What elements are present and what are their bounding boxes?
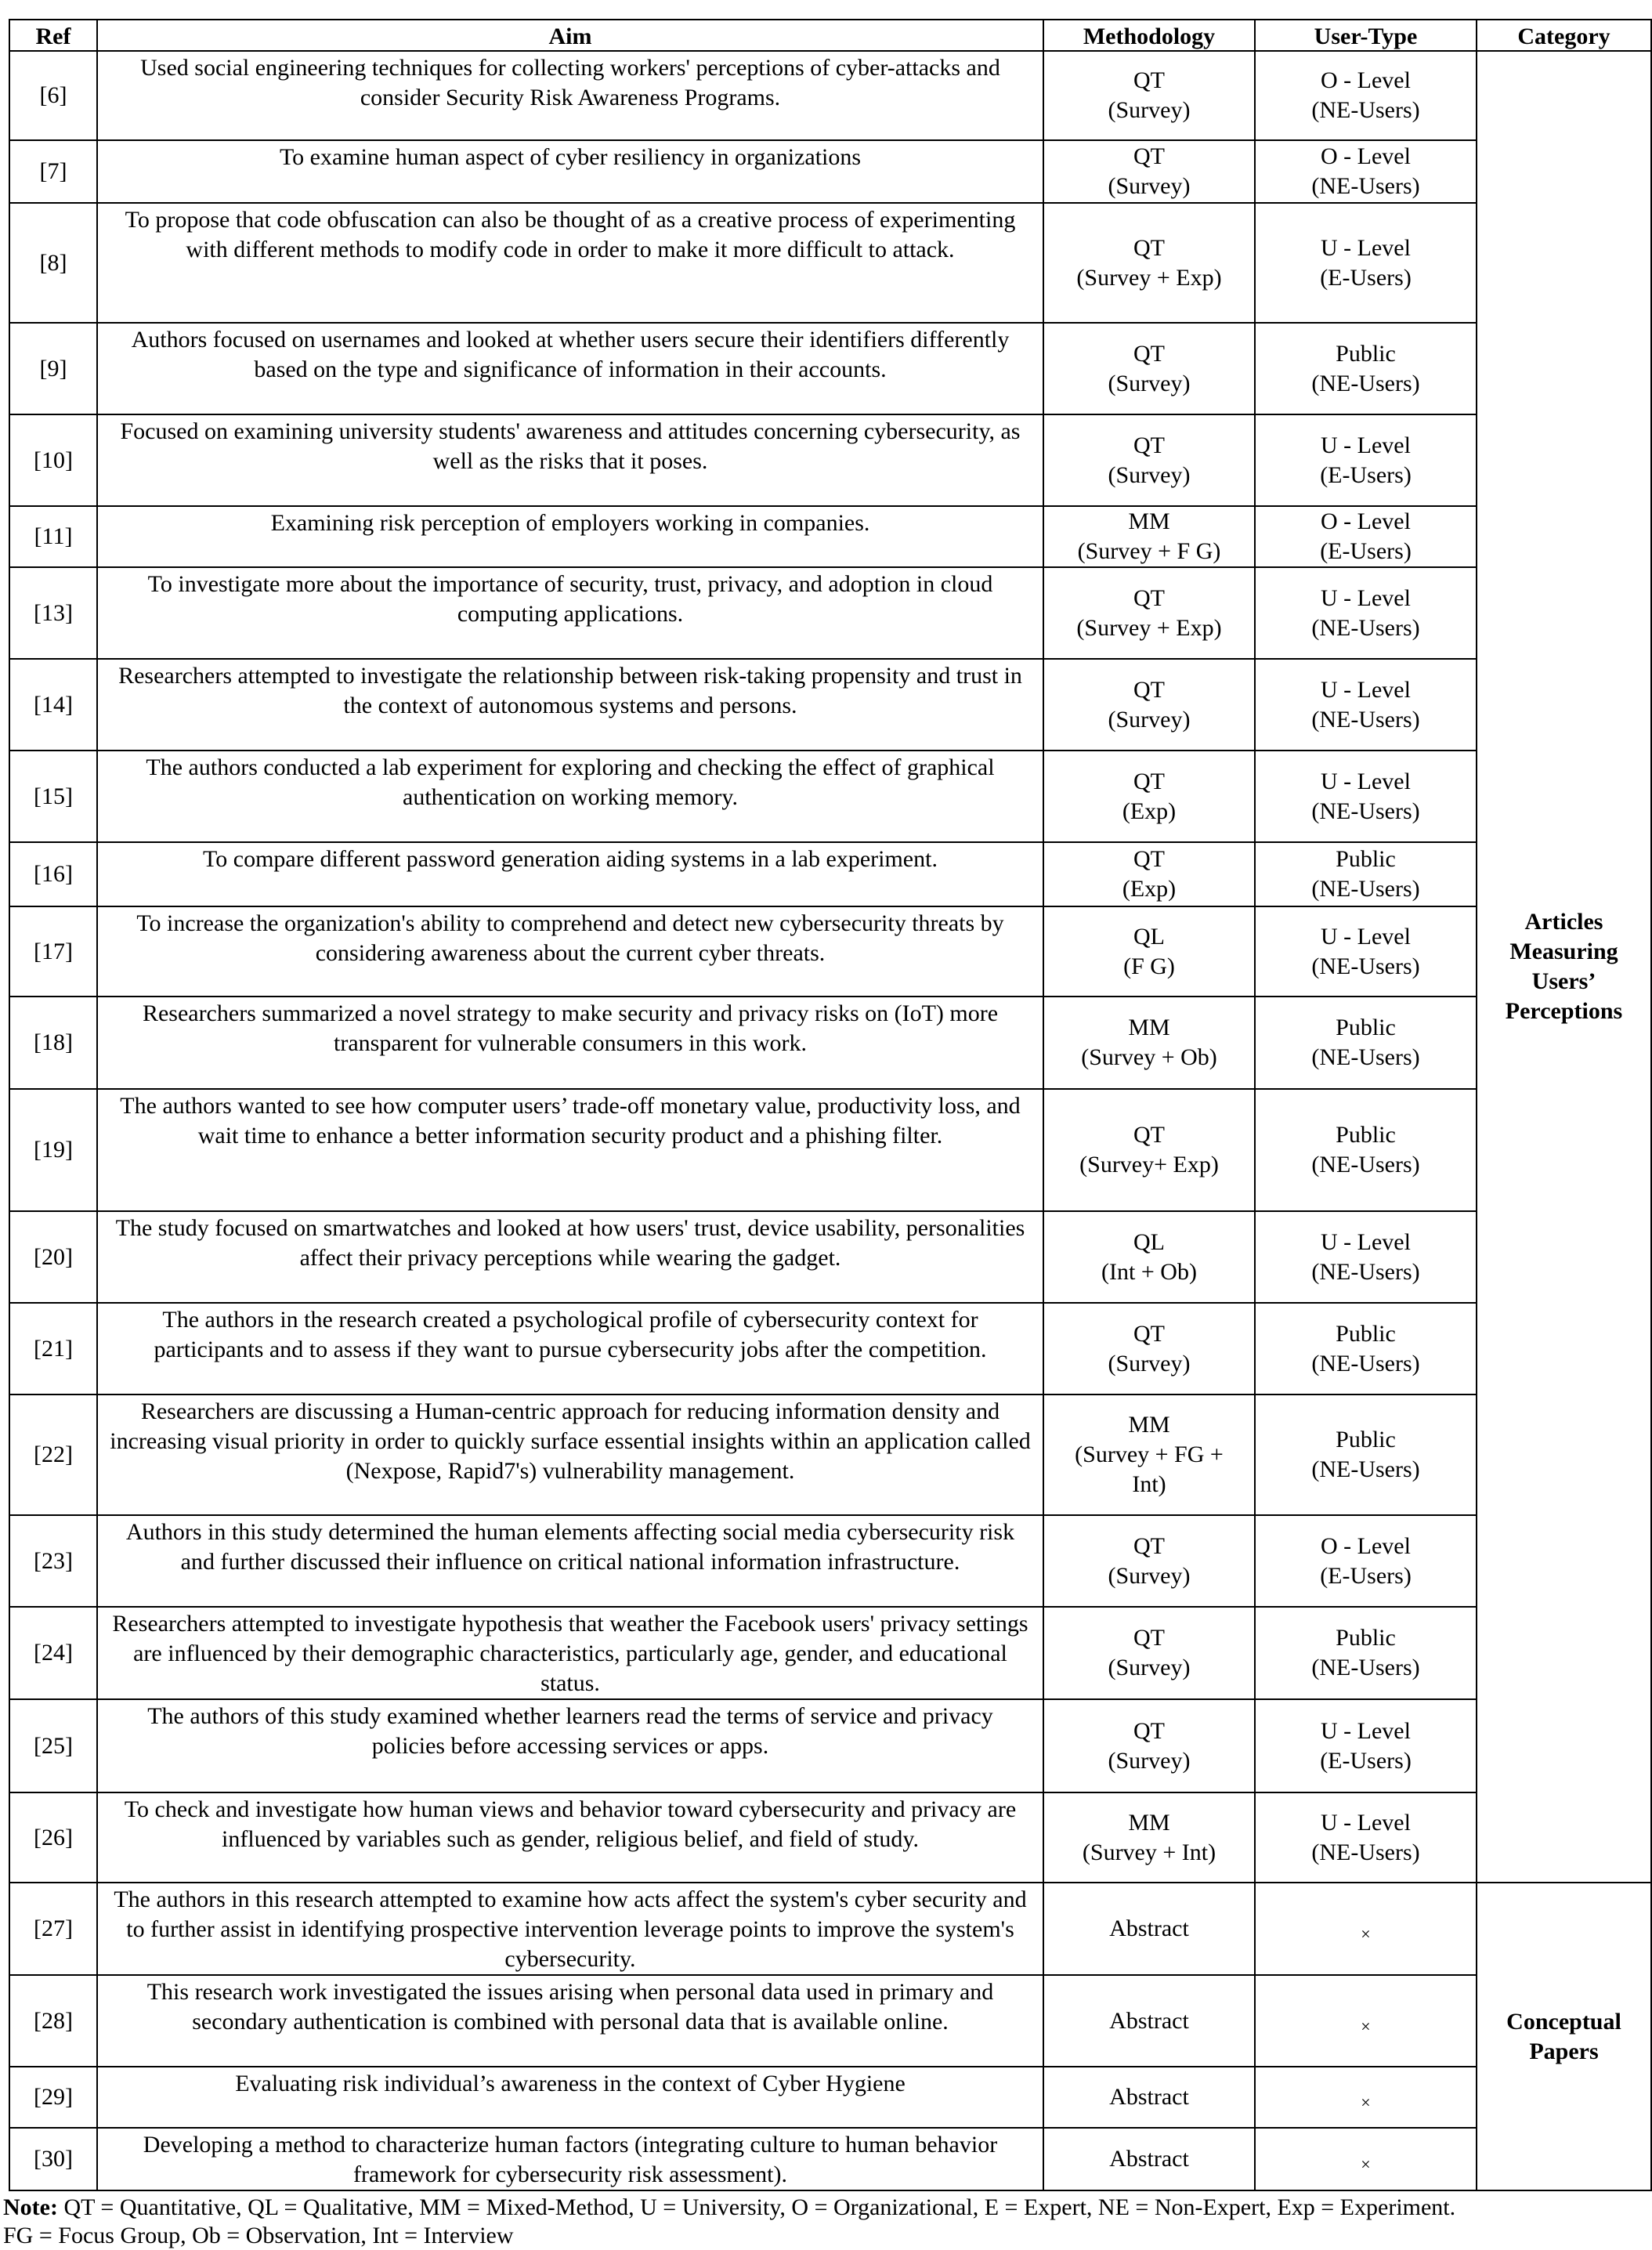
cell-user-type (1255, 2067, 1477, 2128)
methodology-detail: (Survey) (1108, 173, 1191, 199)
cell-methodology (1043, 1792, 1255, 1883)
cell-user-type (1255, 751, 1477, 842)
methodology-type: MM (1128, 1809, 1170, 1836)
cell-ref: [18] (9, 997, 97, 1089)
cell-user-type (1255, 1607, 1477, 1699)
cell-aim: Used social engineering techniques for collecting workers' perceptions of cyber-attacks and consider Security Risk Awareness Programs. (97, 51, 1043, 140)
user-detail: (NE-Users) (1311, 1152, 1420, 1177)
cell-aim: To examine human aspect of cyber resiliency in organizations (97, 140, 1043, 203)
cell-user-type (1255, 659, 1477, 751)
methodology-type: QT (1133, 143, 1165, 169)
cell-aim: Researchers summarized a novel strategy to make security and privacy risks on (IoT) more transparent for vulnerable consumers in this work. (97, 997, 1043, 1089)
header-user-type: User-Type (1255, 20, 1477, 51)
cell-methodology (1043, 1211, 1255, 1303)
note-line-2: FG = Focus Group, Ob = Observation, Int = Interview (3, 2223, 514, 2248)
table-row (9, 567, 1651, 659)
header-aim: Aim (97, 20, 1043, 51)
cell-aim: The authors of this study examined whether learners read the terms of service and privacy policies before accessing services or apps. (97, 1699, 1043, 1792)
cell-aim: To compare different password generation aiding systems in a lab experiment. (97, 842, 1043, 906)
cell-ref: [29] (9, 2067, 97, 2128)
cell-user-type (1255, 203, 1477, 323)
table-row (9, 906, 1651, 997)
cell-methodology (1043, 2128, 1255, 2190)
methodology-detail: (Survey+ Exp) (1079, 1152, 1219, 1177)
cell-methodology (1043, 1883, 1255, 1975)
methodology-type: QT (1133, 1320, 1165, 1347)
user-detail: (NE-Users) (1311, 876, 1420, 902)
cell-methodology (1043, 506, 1255, 567)
cell-user-type (1255, 323, 1477, 414)
cell-aim: Researchers attempted to investigate the relationship between risk-taking propensity and trust in the context of autonomous systems and persons. (97, 659, 1043, 751)
user-detail: (NE-Users) (1311, 173, 1420, 199)
cell-methodology (1043, 997, 1255, 1089)
cell-ref: [9] (9, 323, 97, 414)
cell-aim: Focused on examining university students' awareness and attitudes concerning cybersecurity, as well as the risks that it poses. (97, 414, 1043, 506)
table-row (9, 2128, 1651, 2190)
methodology-type: MM (1128, 508, 1170, 534)
cell-methodology (1043, 659, 1255, 751)
cell-user-type (1255, 567, 1477, 659)
cell-user-type (1255, 1303, 1477, 1394)
user-level: U - Level (1321, 676, 1411, 703)
not-applicable-icon: × (1361, 2154, 1371, 2174)
cell-methodology (1043, 1607, 1255, 1699)
methodology-detail: (Survey) (1108, 461, 1191, 488)
cell-user-type (1255, 1211, 1477, 1303)
cell-user-type (1255, 2128, 1477, 2190)
cell-aim: This research work investigated the issues arising when personal data used in primary and secondary authentication is combined with personal data that is available online. (97, 1975, 1043, 2067)
user-detail: (NE-Users) (1311, 1456, 1420, 1482)
cell-ref: [23] (9, 1515, 97, 1607)
user-level: Public (1336, 1625, 1396, 1651)
user-level: Public (1336, 1015, 1396, 1040)
cell-user-type (1255, 1883, 1477, 1975)
cell-methodology (1043, 140, 1255, 203)
cell-user-type (1255, 506, 1477, 567)
cell-user-type (1255, 1394, 1477, 1515)
cell-user-type (1255, 1699, 1477, 1792)
methodology-detail: (Survey + F G) (1077, 538, 1221, 564)
header-row (9, 20, 1651, 51)
cell-aim: The study focused on smartwatches and looked at how users' trust, device usability, personalities affect their privacy perceptions while wearing the gadget. (97, 1211, 1043, 1303)
table-row (9, 659, 1651, 751)
cell-ref: [6] (9, 51, 97, 140)
table-row (9, 1515, 1651, 1607)
table-body (9, 51, 1651, 2190)
table-row (9, 1089, 1651, 1211)
methodology-type: Abstract (1109, 2007, 1189, 2034)
cell-ref: [19] (9, 1089, 97, 1211)
table-row (9, 1975, 1651, 2067)
cell-methodology (1043, 1515, 1255, 1607)
methodology-type: QL (1133, 1228, 1165, 1255)
methodology-detail: (Exp) (1122, 876, 1177, 902)
table-row (9, 51, 1651, 140)
user-detail: (E-Users) (1320, 1562, 1412, 1589)
cell-ref: [24] (9, 1607, 97, 1699)
cell-methodology (1043, 323, 1255, 414)
table-note (3, 2194, 1648, 2250)
table-row (9, 1699, 1651, 1792)
user-level: O - Level (1321, 508, 1411, 534)
methodology-type: QT (1133, 340, 1165, 367)
header-methodology: Methodology (1043, 20, 1255, 51)
user-level: U - Level (1321, 1228, 1411, 1255)
cell-aim: Authors in this study determined the human elements affecting social media cybersecurity risk and further discussed their influence on critical national information infrastructure. (97, 1515, 1043, 1607)
cell-user-type (1255, 51, 1477, 140)
cell-category: Conceptual Papers (1477, 1883, 1651, 2190)
note-line-1: QT = Quantitative, QL = Qualitative, MM = Mixed-Method, U = University, O = Organizational, E = Expert, NE = Non-Expert, Exp = Experiment. (57, 2194, 1456, 2220)
methodology-type: QT (1133, 676, 1165, 703)
header-ref: Ref (9, 20, 97, 51)
cell-aim: Authors focused on usernames and looked at whether users secure their identifiers differently based on the type and significance of information in their accounts. (97, 323, 1043, 414)
user-detail: (NE-Users) (1311, 370, 1420, 396)
cell-ref: [20] (9, 1211, 97, 1303)
user-level: Public (1336, 340, 1396, 367)
cell-user-type (1255, 1089, 1477, 1211)
cell-methodology (1043, 1089, 1255, 1211)
cell-methodology (1043, 906, 1255, 997)
cell-aim: Examining risk perception of employers working in companies. (97, 506, 1043, 567)
not-applicable-icon: × (1361, 2016, 1371, 2036)
user-detail: (NE-Users) (1311, 1350, 1420, 1376)
cell-aim: To propose that code obfuscation can also be thought of as a creative process of experimenting with different methods to modify code in order to make it more difficult to attack. (97, 203, 1043, 323)
user-detail: (NE-Users) (1311, 614, 1420, 641)
user-detail: (NE-Users) (1311, 1655, 1420, 1680)
cell-ref: [28] (9, 1975, 97, 2067)
methodology-detail: (Survey) (1108, 1350, 1191, 1376)
user-level: U - Level (1321, 234, 1411, 261)
cell-ref: [11] (9, 506, 97, 567)
cell-methodology (1043, 2067, 1255, 2128)
methodology-type: QT (1133, 67, 1165, 93)
table-row (9, 842, 1651, 906)
methodology-detail: (Survey) (1108, 97, 1191, 123)
cell-ref: [10] (9, 414, 97, 506)
user-detail: (NE-Users) (1311, 97, 1420, 123)
methodology-detail: (Survey) (1108, 706, 1191, 733)
user-level: Public (1336, 1427, 1396, 1452)
cell-user-type (1255, 906, 1477, 997)
table-row (9, 1211, 1651, 1303)
methodology-type: QT (1133, 1122, 1165, 1148)
cell-ref: [7] (9, 140, 97, 203)
methodology-type: QT (1133, 846, 1165, 872)
cell-ref: [30] (9, 2128, 97, 2190)
cell-category: Articles Measuring Users’ Perceptions (1477, 51, 1651, 1883)
methodology-type: Abstract (1109, 2146, 1189, 2172)
cell-aim: Developing a method to characterize human factors (integrating culture to human behavior framework for cybersecurity risk assessment). (97, 2128, 1043, 2190)
cell-ref: [26] (9, 1792, 97, 1883)
cell-methodology (1043, 1699, 1255, 1792)
methodology-detail: (F G) (1123, 953, 1175, 979)
table-row (9, 751, 1651, 842)
methodology-detail: (Survey + Ob) (1081, 1044, 1217, 1070)
cell-aim: To increase the organization's ability to comprehend and detect new cybersecurity threats by considering awareness about the current cyber threats. (97, 906, 1043, 997)
cell-user-type (1255, 1975, 1477, 2067)
cell-ref: [13] (9, 567, 97, 659)
cell-methodology (1043, 567, 1255, 659)
cell-ref: [15] (9, 751, 97, 842)
methodology-type: Abstract (1109, 2084, 1189, 2110)
methodology-type: QT (1133, 768, 1165, 794)
methodology-type: QT (1133, 1532, 1165, 1559)
not-applicable-icon: × (1361, 1924, 1371, 1944)
user-level: U - Level (1321, 768, 1411, 794)
table-row (9, 323, 1651, 414)
user-detail: (NE-Users) (1311, 1839, 1420, 1865)
cell-aim: To investigate more about the importance of security, trust, privacy, and adoption in cloud computing applications. (97, 567, 1043, 659)
cell-ref: [27] (9, 1883, 97, 1975)
cell-methodology (1043, 414, 1255, 506)
header-category: Category (1477, 20, 1651, 51)
user-level: Public (1336, 1122, 1396, 1148)
user-detail: (E-Users) (1320, 264, 1412, 291)
methodology-detail: (Survey + FG + Int) (1075, 1442, 1224, 1497)
cell-user-type (1255, 997, 1477, 1089)
user-level: O - Level (1321, 143, 1411, 169)
user-level: Public (1336, 846, 1396, 872)
cell-ref: [21] (9, 1303, 97, 1394)
user-level: U - Level (1321, 432, 1411, 458)
cell-user-type (1255, 1515, 1477, 1607)
table-row (9, 1792, 1651, 1883)
user-level: O - Level (1321, 1532, 1411, 1559)
cell-aim: The authors in the research created a psychological profile of cybersecurity context for participants and to assess if they want to pursue cybersecurity jobs after the competition. (97, 1303, 1043, 1394)
methodology-detail: (Survey) (1108, 370, 1191, 396)
user-detail: (NE-Users) (1311, 706, 1420, 733)
cell-user-type (1255, 140, 1477, 203)
table-row (9, 1303, 1651, 1394)
table-row (9, 506, 1651, 567)
cell-aim: The authors in this research attempted to examine how acts affect the system's cyber security and to further assist in identifying prospective intervention leverage points to improve the system's cybersecurity. (97, 1883, 1043, 1975)
literature-table (9, 19, 1652, 2191)
user-level: U - Level (1321, 923, 1411, 950)
table-row (9, 140, 1651, 203)
methodology-type: MM (1128, 1015, 1170, 1040)
cell-aim: Researchers attempted to investigate hypothesis that weather the Facebook users' privacy settings are influenced by their demographic characteristics, particularly age, gender, and educational status. (97, 1607, 1043, 1699)
cell-user-type (1255, 1792, 1477, 1883)
user-detail: (NE-Users) (1311, 1044, 1420, 1070)
methodology-detail: (Survey + Exp) (1076, 614, 1222, 641)
methodology-detail: (Int + Ob) (1101, 1258, 1197, 1285)
user-level: Public (1336, 1320, 1396, 1347)
table-row (9, 1394, 1651, 1515)
cell-aim: Evaluating risk individual’s awareness in the context of Cyber Hygiene (97, 2067, 1043, 2128)
methodology-detail: (Survey + Exp) (1076, 264, 1222, 291)
cell-methodology (1043, 1975, 1255, 2067)
methodology-detail: (Survey) (1108, 1747, 1191, 1774)
cell-user-type (1255, 842, 1477, 906)
table-row (9, 203, 1651, 323)
methodology-type: QT (1133, 1717, 1165, 1744)
table-row (9, 1883, 1651, 1975)
methodology-type: QT (1133, 584, 1165, 611)
cell-user-type (1255, 414, 1477, 506)
methodology-detail: (Exp) (1122, 798, 1177, 824)
methodology-type: QL (1133, 923, 1165, 950)
cell-methodology (1043, 51, 1255, 140)
methodology-type: QT (1133, 432, 1165, 458)
cell-ref: [16] (9, 842, 97, 906)
table-row (9, 414, 1651, 506)
methodology-type: QT (1133, 1625, 1165, 1651)
user-detail: (E-Users) (1320, 538, 1412, 564)
methodology-type: MM (1128, 1412, 1170, 1438)
cell-methodology (1043, 751, 1255, 842)
cell-ref: [25] (9, 1699, 97, 1792)
user-level: O - Level (1321, 67, 1411, 93)
cell-methodology (1043, 1394, 1255, 1515)
table-row (9, 997, 1651, 1089)
user-detail: (NE-Users) (1311, 798, 1420, 824)
methodology-type: QT (1133, 234, 1165, 261)
not-applicable-icon: × (1361, 2093, 1371, 2112)
user-level: U - Level (1321, 1809, 1411, 1836)
cell-ref: [14] (9, 659, 97, 751)
user-detail: (NE-Users) (1311, 953, 1420, 979)
cell-ref: [22] (9, 1394, 97, 1515)
cell-aim: To check and investigate how human views and behavior toward cybersecurity and privacy are influenced by variables such as gender, religious belief, and field of study. (97, 1792, 1043, 1883)
cell-aim: The authors wanted to see how computer users’ trade-off monetary value, productivity loss, and wait time to enhance a better information security product and a phishing filter. (97, 1089, 1043, 1211)
methodology-detail: (Survey) (1108, 1562, 1191, 1589)
user-level: U - Level (1321, 1717, 1411, 1744)
note-label: Note: (3, 2194, 58, 2220)
cell-aim: The authors conducted a lab experiment for exploring and checking the effect of graphical authentication on working memory. (97, 751, 1043, 842)
table-row (9, 2067, 1651, 2128)
methodology-detail: (Survey + Int) (1082, 1839, 1216, 1865)
cell-aim: Researchers are discussing a Human-centric approach for reducing information density and increasing visual priority in order to quickly surface essential insights within an application called (Nexpose, Rapid7's) vulnerability management. (97, 1394, 1043, 1515)
user-level: U - Level (1321, 584, 1411, 611)
methodology-type: Abstract (1109, 1915, 1189, 1941)
user-detail: (NE-Users) (1311, 1258, 1420, 1285)
cell-methodology (1043, 842, 1255, 906)
cell-ref: [8] (9, 203, 97, 323)
user-detail: (E-Users) (1320, 1747, 1412, 1774)
user-detail: (E-Users) (1320, 461, 1412, 488)
table-row (9, 1607, 1651, 1699)
cell-methodology (1043, 203, 1255, 323)
cell-ref: [17] (9, 906, 97, 997)
cell-methodology (1043, 1303, 1255, 1394)
methodology-detail: (Survey) (1108, 1655, 1191, 1680)
